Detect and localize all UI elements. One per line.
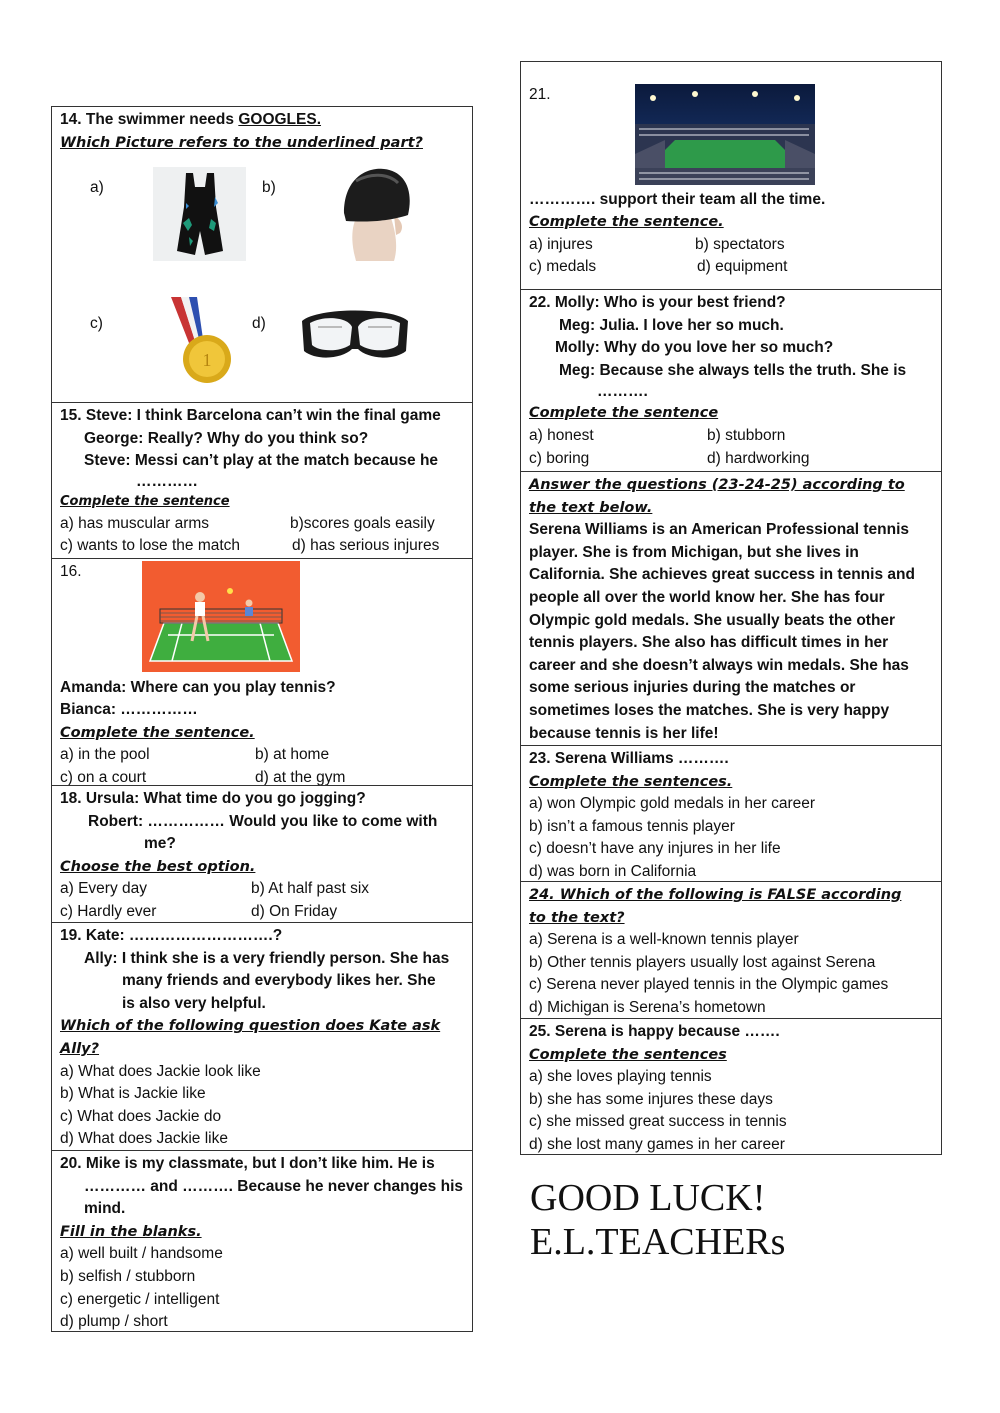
q15-line: Steve: Messi can’t play at the match because he: [84, 452, 439, 470]
passage-line: California. She achieves great success in tennis and: [529, 566, 915, 584]
q19-line: 19. Kate: ……………………….?: [60, 927, 283, 944]
q23-option-d: d) was born in California: [529, 862, 697, 880]
q21-stem: …………. support their team all the time.: [529, 190, 826, 208]
right-column: [520, 61, 942, 1155]
q23-stem: 23. Serena Williams ……….: [529, 750, 729, 767]
swimsuit-image: [153, 167, 246, 261]
q15-line: 15. Steve: I think Barcelona can’t win the final game: [60, 407, 441, 424]
q25-instruction: Complete the sentences: [529, 1046, 727, 1063]
closing-message: [530, 1176, 785, 1264]
q22-option-a: a) honest: [529, 426, 594, 444]
q16-option-c: c) on a court: [60, 768, 147, 786]
q15-option-c: c) wants to lose the match: [60, 537, 241, 555]
q24-option-a: a) Serena is a well-known tennis player: [529, 931, 799, 949]
passage-line: tennis players. She also has difficult times in her: [529, 634, 889, 652]
passage-instruction: Answer the questions (23-24-25) according to: [529, 477, 905, 493]
q14-label-d: d): [252, 315, 266, 332]
q14-label-a: a): [90, 179, 104, 196]
svg-text:1: 1: [202, 350, 212, 370]
q21-option-b: b) spectators: [695, 235, 785, 253]
q20-line: ………… and ………. Because he never changes his: [84, 1177, 464, 1195]
q15-option-a: a) has muscular arms: [60, 514, 210, 532]
q25-option-c: c) she missed great success in tennis: [529, 1113, 787, 1131]
passage-line: some serious injuries during the matches or: [529, 679, 856, 697]
q22-option-b: b) stubborn: [707, 426, 786, 444]
q20-line: mind.: [84, 1200, 126, 1218]
q19-line: is also very helpful.: [122, 994, 266, 1012]
q20-option-d: d) plump / short: [60, 1313, 168, 1331]
swim-cap-image: [336, 163, 416, 263]
q18-option-d: d) On Friday: [251, 902, 338, 920]
q23-option-c: c) doesn’t have any injures in her life: [529, 840, 781, 858]
q19-instruction: Which of the following question does Kate ask: [60, 1018, 441, 1035]
goggles-image: [298, 305, 412, 365]
passage-line: because tennis is her life!: [529, 724, 719, 742]
passage-line: career and she doesn’t always win medals. She has: [529, 656, 909, 674]
question-20: [52, 1150, 472, 1331]
q20-line: 20. Mike is my classmate, but I don’t like him. He is: [60, 1155, 435, 1172]
teachers-signature: E.L.TEACHERs: [530, 1221, 786, 1263]
passage-line: Olympic gold medals. She usually beats the other: [529, 611, 896, 629]
stadium-image: [635, 84, 815, 185]
q18-option-b: b) At half past six: [251, 880, 370, 898]
q19-option-b: b) What is Jackie like: [60, 1085, 206, 1103]
passage-line: Serena Williams is an American Professional tennis: [529, 521, 910, 539]
q14-title: 14. The swimmer needs GOOGLES.: [60, 111, 322, 128]
q16-instruction: Complete the sentence.: [60, 724, 255, 741]
q15-option-d: d) has serious injures: [292, 537, 440, 555]
reading-passage: [521, 471, 941, 745]
q16-option-d: d) at the gym: [255, 768, 346, 786]
question-19: [52, 922, 472, 1150]
q25-option-a: a) she loves playing tennis: [529, 1068, 712, 1086]
question-16: [52, 558, 472, 785]
q20-option-a: a) well built / handsome: [60, 1245, 223, 1263]
q18-line: 18. Ursula: What time do you go jogging?: [60, 790, 366, 807]
q22-line: 22. Molly: Who is your best friend?: [529, 294, 786, 311]
q22-line: Meg: Julia. I love her so much.: [559, 316, 784, 334]
q19-line: Ally: I think she is a very friendly person. She has: [84, 949, 450, 967]
q20-instruction: Fill in the blanks.: [60, 1223, 202, 1240]
question-25: [521, 1018, 941, 1154]
q19-instruction: Ally?: [60, 1040, 100, 1057]
q18-line: Robert: …………… Would you like to come with: [88, 812, 438, 830]
question-24: [521, 881, 941, 1018]
question-21: [521, 62, 941, 289]
q24-option-d: d) Michigan is Serena’s hometown: [529, 998, 766, 1016]
tennis-court-image: [142, 561, 300, 672]
q16-number: 16.: [60, 563, 82, 580]
q21-option-a: a) injures: [529, 235, 593, 253]
q22-line: Molly: Why do you love her so much?: [555, 339, 834, 357]
q21-number: 21.: [529, 86, 551, 103]
q15-option-b: b)scores goals easily: [290, 514, 435, 532]
question-18: [52, 785, 472, 922]
q24-instruction: 24. Which of the following is FALSE according: [529, 887, 902, 903]
question-22: [521, 289, 941, 471]
q22-option-c: c) boring: [529, 449, 590, 467]
passage-line: sometimes loses the matches. She is very happy: [529, 701, 890, 719]
q18-option-a: a) Every day: [60, 880, 148, 898]
passage-line: player. She is from Michigan, but she lives in: [529, 543, 859, 561]
q18-line: me?: [144, 835, 176, 853]
question-15: [52, 402, 472, 558]
q24-option-b: b) Other tennis players usually lost against Serena: [529, 953, 876, 971]
q23-instruction: Complete the sentences.: [529, 773, 733, 790]
q18-option-c: c) Hardly ever: [60, 902, 157, 920]
q19-option-c: c) What does Jackie do: [60, 1107, 222, 1125]
gold-medal-image: [159, 293, 239, 385]
q23-option-b: b) isn’t a famous tennis player: [529, 817, 735, 835]
q22-line: Meg: Because she always tells the truth. She is: [559, 361, 907, 379]
question-23: [521, 745, 941, 881]
q14-label-c: c): [90, 315, 103, 332]
q20-option-b: b) selfish / stubborn: [60, 1267, 196, 1285]
q22-line: ……….: [597, 383, 648, 401]
q21-option-c: c) medals: [529, 258, 597, 276]
q21-option-d: d) equipment: [697, 258, 788, 276]
question-14: [52, 107, 472, 402]
q19-option-a: a) What does Jackie look like: [60, 1062, 261, 1080]
q19-option-d: d) What does Jackie like: [60, 1130, 228, 1148]
q21-instruction: Complete the sentence.: [529, 214, 724, 231]
q15-line: George: Really? Why do you think so?: [84, 429, 369, 447]
passage-instruction: the text below.: [529, 499, 653, 516]
q15-line: …………: [136, 472, 198, 490]
q25-option-b: b) she has some injures these days: [529, 1090, 773, 1108]
q24-option-c: c) Serena never played tennis in the Olympic games: [529, 976, 889, 994]
q16-option-a: a) in the pool: [60, 746, 150, 764]
q25-option-d: d) she lost many games in her career: [529, 1135, 785, 1153]
q16-line: Amanda: Where can you play tennis?: [60, 678, 336, 696]
q14-instruction: Which Picture refers to the underlined part?: [60, 134, 423, 151]
q22-option-d: d) hardworking: [707, 449, 810, 467]
q16-line: Bianca: ……………: [60, 701, 198, 719]
q16-option-b: b) at home: [255, 746, 330, 764]
q15-instruction: Complete the sentence: [60, 493, 230, 509]
q22-instruction: Complete the sentence: [529, 405, 719, 422]
q20-option-c: c) energetic / intelligent: [60, 1290, 220, 1308]
q18-instruction: Choose the best option.: [60, 858, 256, 875]
q23-option-a: a) won Olympic gold medals in her career: [529, 795, 816, 813]
q25-stem: 25. Serena is happy because …….: [529, 1023, 780, 1040]
q19-line: many friends and everybody likes her. She: [122, 972, 436, 990]
left-column: [51, 106, 473, 1332]
q24-instruction: to the text?: [529, 909, 625, 926]
q14-label-b: b): [262, 179, 276, 196]
passage-line: people all over the world know her. She has four: [529, 588, 885, 606]
good-luck-text: GOOD LUCK!: [530, 1177, 766, 1219]
